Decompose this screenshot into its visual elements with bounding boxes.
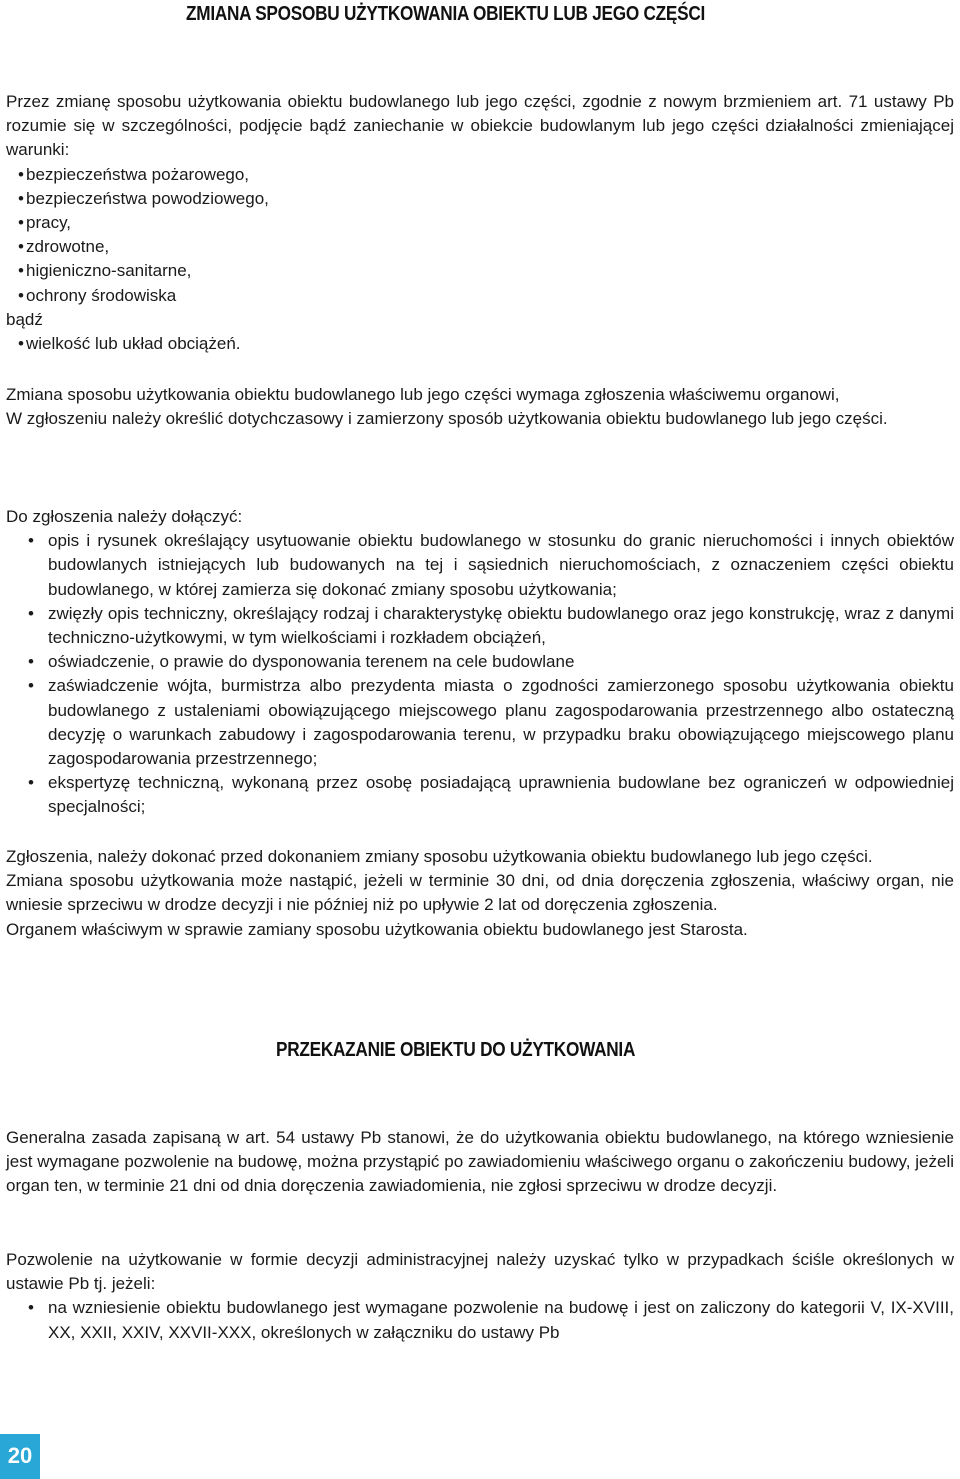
- attachments-intro: Do zgłoszenia należy dołączyć:: [6, 507, 243, 526]
- condition-item: • zdrowotne,: [6, 235, 954, 259]
- condition-item: • wielkość lub układ obciążeń.: [6, 332, 954, 356]
- section-heading-handover: PRZEKAZANIE OBIEKTU DO UŻYTKOWANIA: [276, 1039, 636, 1061]
- permit-paragraph: Pozwolenie na użytkowanie w formie decyzji administracyjnej należy uzyskać tylko w przypadkach ściśle określonych w ustawie Pb tj. jeżeli:: [6, 1250, 954, 1294]
- attachment-item: • oświadczenie, o prawie do dysponowania terenem na cele budowlane: [6, 650, 954, 674]
- intro-paragraph: Przez zmianę sposobu użytkowania obiektu budowlanego lub jego części, zgodnie z nowym brzmieniem art. 71 ustawy Pb rozumie się w szczególności, podjęcie bądź zaniechanie w obiekcie budowlanym lub jego części działalności zmieniającej warunki:: [6, 92, 954, 160]
- permit-case-item: • na wzniesienie obiektu budowlanego jest wymagane pozwolenie na budowę i jest on zaliczony do kategorii V, IX-XVIII, XX, XXII, XXIV, XXVII-XXX, określonych w załączniku do ustawy Pb: [6, 1296, 954, 1344]
- closing-deadline: Zgłoszenia, należy dokonać przed dokonaniem zmiany sposobu użytkowania obiektu budowlanego lub jego części.: [6, 847, 873, 866]
- page-number-badge: 20: [0, 1434, 40, 1479]
- handover-permit: [6, 1248, 954, 1345]
- attachment-item: • zaświadczenie wójta, burmistrza albo prezydenta miasta o zgodności zamierzonego sposobu użytkowania obiektu budowlanego z ustaleniami obowiązującego miejscowego planu zagospodarowania przestrzennego albo ostateczną decyzję o warunkach zabudowy i zagospodarowania terenu, w przypadku braku obowiązującego miejscowego planu zagospodarowania przestrzennego;: [6, 674, 954, 771]
- permit-cases-list: [6, 1296, 954, 1344]
- conditions-extra-list: [6, 332, 954, 356]
- general-rule-paragraph: Generalna zasada zapisaną w art. 54 ustawy Pb stanowi, że do użytkowania obiektu budowlanego, na którego wzniesienie jest wymagane pozwolenie na budowę, można przystąpić po zawiadomieniu właściwego organu o zakończeniu budowy, jeżeli organ ten, w terminie 21 dni od dnia doręczenia zawiadomienia, nie zgłosi sprzeciwu w drodze decyzji.: [6, 1128, 954, 1196]
- condition-item: • pracy,: [6, 211, 954, 235]
- conditions-list: [6, 163, 954, 308]
- attachments-list: [6, 529, 954, 819]
- condition-item: • ochrony środowiska: [6, 284, 954, 308]
- attachment-item: • ekspertyzę techniczną, wykonaną przez osobę posiadającą uprawnienia budowlane bez ograniczeń w odpowiedniej specjalności;: [6, 771, 954, 819]
- closing-objection: Zmiana sposobu użytkowania może nastąpić, jeżeli w terminie 30 dni, od dnia doręczenia zgłoszenia, właściwy organ, nie wniesie sprzeciwu w drodze decyzji i nie później niż po upływie 2 lat od doręczenia zgłoszenia.: [6, 871, 954, 915]
- attachment-item: • zwięzły opis techniczny, określający rodzaj i charakterystykę obiektu budowlanego oraz jego konstrukcję, wraz z danymi techniczno-użytkowymi, w tym wielkościami i rozkładem obciążeń,: [6, 602, 954, 650]
- closing-authority: Organem właściwym w sprawie zamiany sposobu użytkowania obiektu budowlanego jest Starosta.: [6, 919, 748, 939]
- condition-item: • bezpieczeństwa pożarowego,: [6, 163, 954, 187]
- closing-paragraphs: [6, 845, 954, 942]
- notification-paragraphs: [6, 383, 954, 431]
- condition-item: • bezpieczeństwa powodziowego,: [6, 187, 954, 211]
- or-word: bądź: [6, 309, 43, 329]
- section-heading-change-of-use: ZMIANA SPOSOBU UŻYTKOWANIA OBIEKTU LUB JEGO CZĘŚCI: [186, 3, 706, 25]
- attachment-item: • opis i rysunek określający usytuowanie obiektu budowlanego w stosunku do granic nieruchomości i innych obiektów budowlanych istniejących lub budowanych na tej i sąsiednich nieruchomościach, z oznaczeniem części obiektu budowlanego, w której zamierza się dokonać zmiany sposobu użytkowania;: [6, 529, 954, 602]
- handover-general-rule: [6, 1126, 954, 1199]
- section-change-of-use-body: [6, 90, 954, 356]
- notification-content: W zgłoszeniu należy określić dotychczasowy i zamierzony sposób użytkowania obiektu budowlanego lub jego części.: [6, 409, 888, 429]
- condition-item: • higieniczno-sanitarne,: [6, 259, 954, 283]
- attachments-section: [6, 505, 954, 820]
- notification-requirement: Zmiana sposobu użytkowania obiektu budowlanego lub jego części wymaga zgłoszenia właściwemu organowi,: [6, 385, 840, 404]
